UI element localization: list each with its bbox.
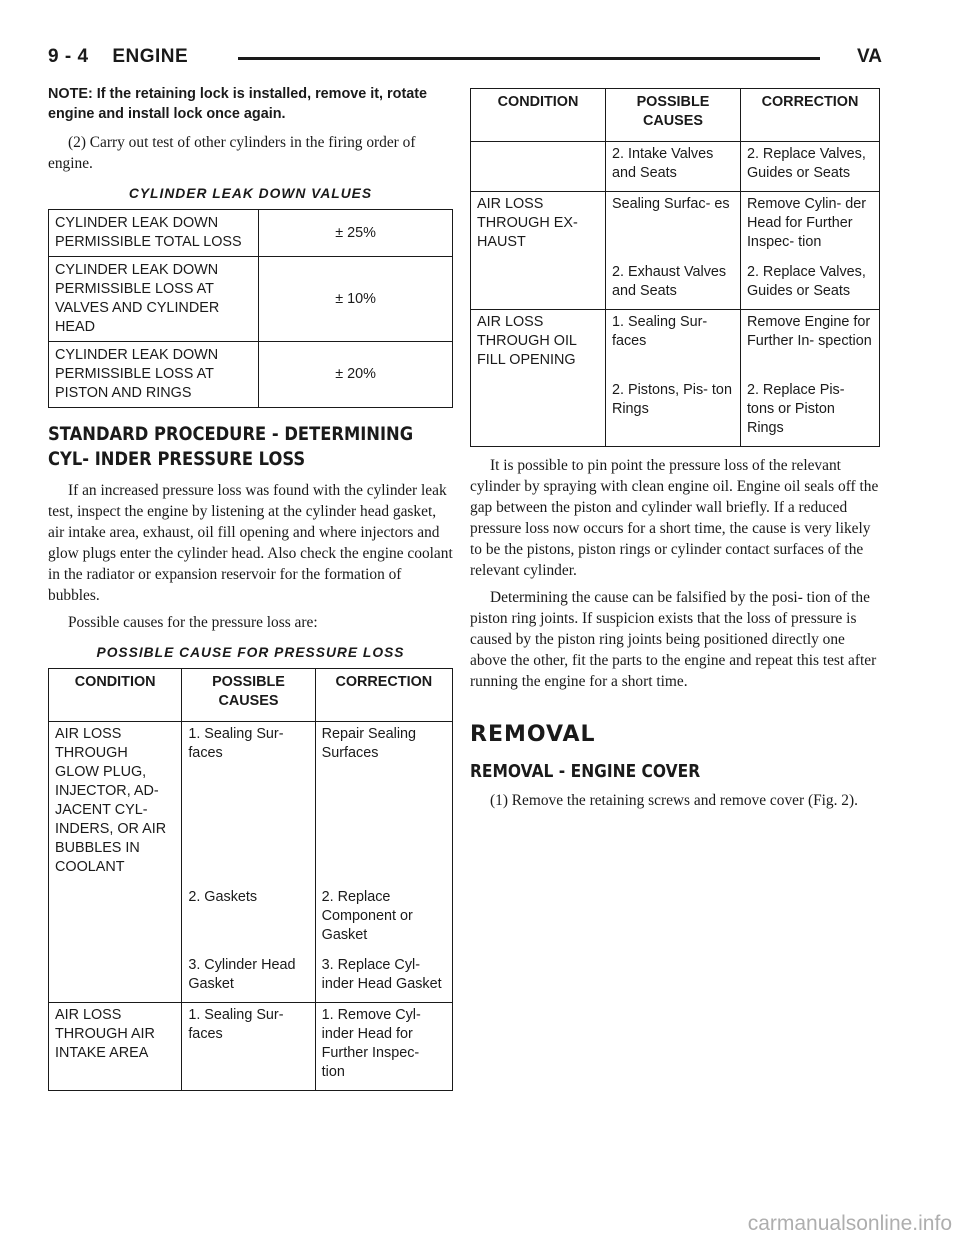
header-rule <box>238 57 820 60</box>
cause-cell: 1. Sealing Sur- faces <box>182 722 315 886</box>
standard-procedure-heading: STANDARD PROCEDURE - DETERMINING CYL- INDER PRESSURE LOSS <box>48 423 414 470</box>
cause-cell: 2. Exhaust Valves and Seats <box>605 260 740 310</box>
left-column <box>48 84 453 1091</box>
condition-cell: AIR LOSS THROUGH OIL FILL OPENING <box>477 314 577 368</box>
correction-cell: 2. Replace Pis- tons or Piston Rings <box>740 378 879 447</box>
leak-label: CYLINDER LEAK DOWN PERMISSIBLE LOSS AT VALVES AND CYLINDER HEAD <box>49 257 259 342</box>
condition-cell <box>49 885 182 953</box>
cause-cell: 1. Sealing Sur- faces <box>605 310 740 379</box>
page-header <box>48 40 882 76</box>
condition-cell <box>471 142 606 192</box>
pressure-loss-table-part1 <box>48 668 453 1091</box>
condition-cell: AIR LOSS THROUGH EX- HAUST <box>477 196 578 250</box>
table-row <box>471 192 880 261</box>
correction-cell: Remove Engine for Further In- spection <box>740 310 879 379</box>
header-causes: POSSIBLE CAUSES <box>605 89 740 142</box>
cause-cell: 2. Pistons, Pis- ton Rings <box>605 378 740 447</box>
condition-cell <box>471 260 606 310</box>
header-condition: CONDITION <box>49 669 182 722</box>
table-row <box>471 310 880 379</box>
condition-cell: AIR LOSS THROUGH GLOW PLUG, INJECTOR, AD- JACENT CYL- INDERS, OR AIR BUBBLES IN COOLANT <box>55 726 167 875</box>
table-header-row <box>471 89 880 142</box>
table-row <box>49 342 453 408</box>
table-header-row <box>49 669 453 722</box>
page-number: 9 - 4 <box>48 46 89 67</box>
cause-cell: 1. Sealing Sur- faces <box>182 1003 315 1091</box>
cause-cell: Sealing Surfac- es <box>605 192 740 261</box>
table-row <box>49 210 453 257</box>
condition-cell <box>49 953 182 1003</box>
correction-cell: 1. Remove Cyl- inder Head for Further Inspec- tion <box>315 1003 452 1091</box>
leak-value: ± 10% <box>259 257 453 342</box>
correction-cell: 2. Replace Valves, Guides or Seats <box>740 260 879 310</box>
watermark: carmanualsonline.info <box>747 1212 952 1235</box>
correction-cell: Repair Sealing Surfaces <box>315 722 452 886</box>
header-correction: CORRECTION <box>315 669 452 722</box>
condition-cell <box>471 378 606 447</box>
header-correction: CORRECTION <box>740 89 879 142</box>
header-left <box>48 46 188 68</box>
table-row <box>471 260 880 310</box>
cause-cell: 2. Gaskets <box>182 885 315 953</box>
correction-cell: 2. Replace Valves, Guides or Seats <box>740 142 879 192</box>
correction-cell: Remove Cylin- der Head for Further Inspec- tion <box>740 192 879 261</box>
correction-cell: 2. Replace Component or Gasket <box>315 885 452 953</box>
cause-table-title: POSSIBLE CAUSE FOR PRESSURE LOSS <box>96 645 405 660</box>
step-2-text: (2) Carry out test of other cylinders in the firing order of engine. <box>48 134 416 172</box>
leak-table-title: CYLINDER LEAK DOWN VALUES <box>128 186 373 201</box>
right-column <box>470 88 880 817</box>
table-row <box>49 722 453 886</box>
header-causes: POSSIBLE CAUSES <box>182 669 315 722</box>
header-condition: CONDITION <box>471 89 606 142</box>
pin-point-paragraph: It is possible to pin point the pressure loss of the relevant cylinder by spraying with clean engine oil. Engine oil seals off the gap between the piston and cylinder wall briefly. If a reduced pressure loss now occurs for a short time, the cause is very likely to be the pistons, piston rings or cylinder contact surfaces of the relevant cylinder. <box>470 457 879 579</box>
condition-cell: AIR LOSS THROUGH AIR INTAKE AREA <box>55 1007 155 1061</box>
leak-value: ± 25% <box>259 210 453 257</box>
falsified-cause-paragraph: Determining the cause can be falsified by the posi- tion of the piston ring joints. If suspicion exists that the loss of pressure is caused by the piston ring joints being positioned directly one above the other, fit the parts to the engine and repeat this test after running the engine for a short time. <box>470 589 877 690</box>
table-row <box>49 953 453 1003</box>
cause-cell: 3. Cylinder Head Gasket <box>182 953 315 1003</box>
table-row <box>471 378 880 447</box>
table-row <box>49 1003 453 1091</box>
removal-engine-cover-heading: REMOVAL - ENGINE COVER <box>470 761 701 782</box>
leak-label: CYLINDER LEAK DOWN PERMISSIBLE TOTAL LOSS <box>49 210 259 257</box>
table-row <box>49 257 453 342</box>
model-code: VA <box>857 46 882 67</box>
leak-label: CYLINDER LEAK DOWN PERMISSIBLE LOSS AT PISTON AND RINGS <box>49 342 259 408</box>
pressure-loss-table-part2 <box>470 88 880 447</box>
leak-down-values-table <box>48 209 453 408</box>
cause-cell: 2. Intake Valves and Seats <box>605 142 740 192</box>
table-row <box>49 885 453 953</box>
possible-causes-intro: Possible causes for the pressure loss are: <box>68 614 318 631</box>
correction-cell: 3. Replace Cyl- inder Head Gasket <box>315 953 452 1003</box>
section-title: ENGINE <box>112 46 189 67</box>
leak-value: ± 20% <box>259 342 453 408</box>
pressure-loss-paragraph: If an increased pressure loss was found with the cylinder leak test, inspect the engine by listening at the cylinder head gasket, air intake area, exhaust, oil fill opening and where injectors and glow plugs enter the cylinder head. Also check the engine coolant in the radiator or expansion reservoir for the formation of bubbles. <box>48 482 453 604</box>
retaining-lock-note: NOTE: If the retaining lock is installed, remove it, rotate engine and install lock once again. <box>48 86 428 122</box>
table-row <box>471 142 880 192</box>
removal-step-1: (1) Remove the retaining screws and remove cover (Fig. 2). <box>490 792 858 809</box>
removal-heading: REMOVAL <box>470 722 596 747</box>
